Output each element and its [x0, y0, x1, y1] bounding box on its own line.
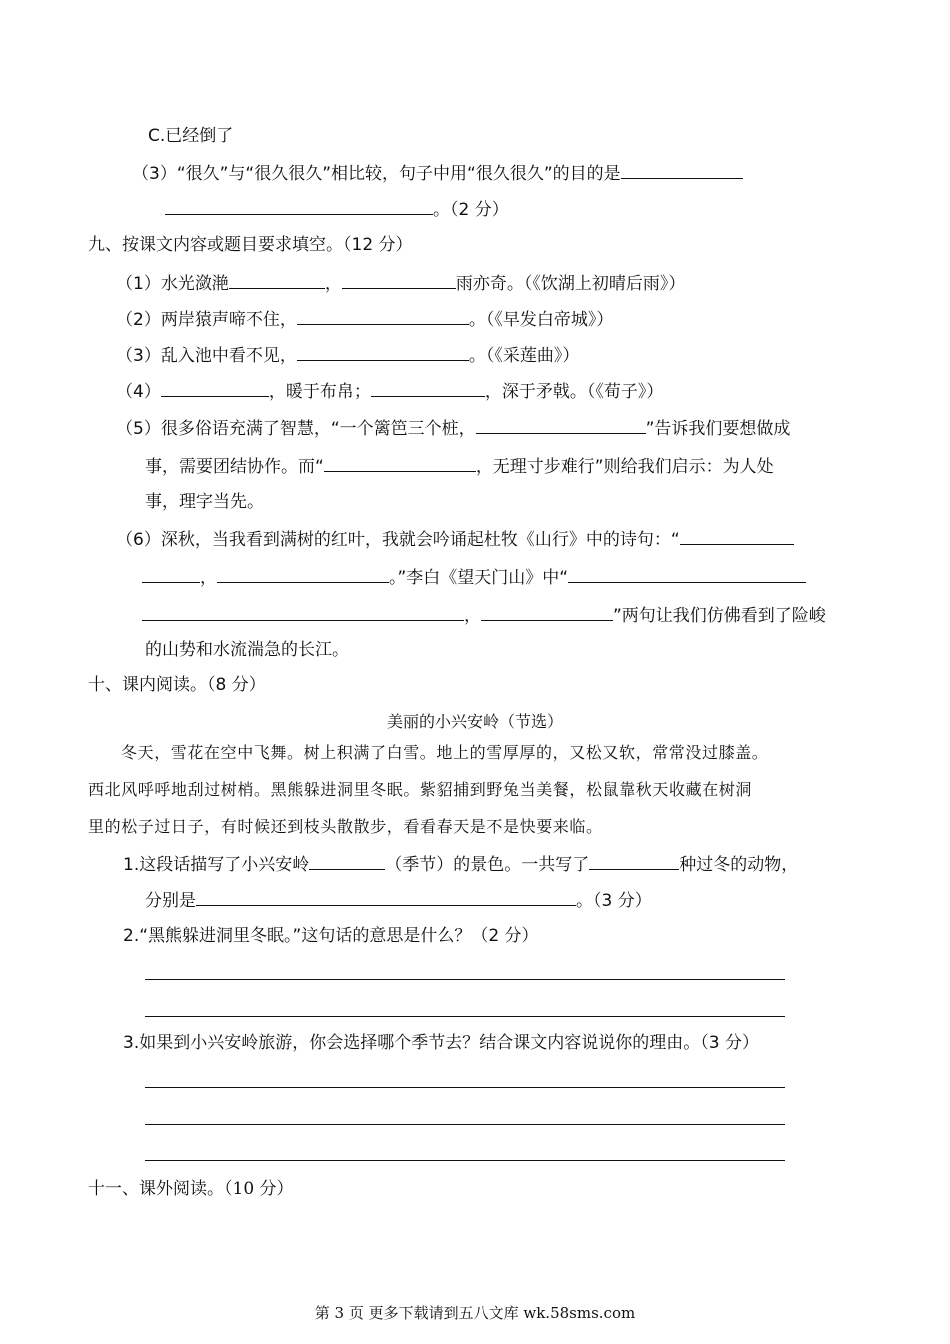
s9-item6-comma: ，	[200, 568, 217, 588]
s9-item5	[116, 415, 790, 441]
answer-blank[interactable]	[324, 453, 476, 472]
reading-q1-score: 。（3 分）	[576, 891, 652, 911]
s9-item4-source: ，深于矛戟。（《荀子》）	[484, 382, 664, 402]
answer-line[interactable]	[145, 1087, 785, 1088]
s9-item5-text-c: 事，需要团结协作。而“	[145, 457, 324, 477]
s9-item3-source: 。（《采莲曲》）	[468, 346, 580, 366]
reading-q3: 3.如果到小兴安岭旅游，你会选择哪个季节去？结合课文内容说说你的理由。（3 分）	[123, 1033, 759, 1053]
answer-blank[interactable]	[481, 602, 613, 621]
s9-item6-cont2	[142, 602, 826, 628]
answer-blank[interactable]	[297, 342, 469, 361]
section9-heading: 九、按课文内容或题目要求填空。（12 分）	[88, 235, 413, 255]
s9-item6	[116, 526, 794, 552]
s9-item1	[116, 270, 685, 296]
passage-line-2: 西北风呼呼地刮过树梢。黑熊躲进洞里冬眠。紫貂捕到野兔当美餐，松鼠靠秋天收藏在树洞	[88, 780, 753, 799]
s9-item6-cont	[142, 564, 806, 590]
answer-blank[interactable]	[342, 270, 456, 289]
answer-blank[interactable]	[297, 306, 469, 325]
s9-item3	[116, 342, 579, 368]
answer-line[interactable]	[145, 1124, 785, 1125]
passage-line-1: 冬天，雪花在空中飞舞。树上积满了白雪。地上的雪厚厚的，又松又软，常常没过膝盖。	[121, 743, 769, 762]
answer-blank[interactable]	[568, 564, 806, 583]
reading-q1-text: 1.这段话描写了小兴安岭	[123, 855, 310, 875]
answer-blank[interactable]	[165, 196, 433, 215]
s9-item2	[116, 306, 613, 332]
s9-item4-text: （4）	[116, 382, 161, 402]
q8-item3-cont	[165, 196, 509, 222]
q8-item3	[132, 160, 743, 186]
answer-blank[interactable]	[309, 851, 385, 870]
reading-q1	[123, 851, 798, 877]
option-c: C.已经倒了	[148, 126, 234, 146]
page-footer: 第 3 页 更多下载请到五八文库 wk.58sms.com	[314, 1304, 636, 1322]
s9-item5-text-d: ，无理寸步难行”则给我们启示：为人处	[475, 457, 774, 477]
s9-item2-text: （2）两岸猿声啼不住，	[116, 310, 297, 330]
answer-blank[interactable]	[589, 851, 679, 870]
s9-item1-comma: ，	[324, 274, 342, 294]
answer-blank[interactable]	[161, 378, 269, 397]
answer-line[interactable]	[145, 1016, 785, 1017]
reading-q2: 2.“黑熊躲进洞里冬眠。”这句话的意思是什么？（2 分）	[123, 926, 539, 946]
section10-heading: 十、课内阅读。（8 分）	[88, 675, 266, 695]
answer-line[interactable]	[145, 979, 785, 980]
s9-item6-comma2: ，	[464, 606, 481, 626]
reading-q1-text-c: 种过冬的动物，	[679, 855, 799, 875]
s9-item5-text: （5）很多俗语充满了智慧，“一个篱笆三个桩，	[116, 419, 476, 439]
section11-heading: 十一、课外阅读。（10 分）	[88, 1179, 294, 1199]
passage-title: 美丽的小兴安岭（节选）	[386, 712, 563, 731]
reading-q1-text-d: 分别是	[145, 891, 196, 911]
s9-item6-text-e: ”两句让我们仿佛看到了险峻	[613, 606, 826, 626]
answer-blank[interactable]	[217, 564, 389, 583]
s9-item2-source: 。（《早发白帝城》）	[468, 310, 614, 330]
answer-blank[interactable]	[371, 378, 485, 397]
s9-item1-text: （1）水光潋滟	[116, 274, 229, 294]
answer-blank[interactable]	[680, 526, 794, 545]
answer-blank[interactable]	[476, 415, 646, 434]
s9-item3-text: （3）乱入池中看不见，	[116, 346, 297, 366]
s9-item5-end: 事，理字当先。	[145, 492, 264, 512]
s9-item4-mid: ，暖于布帛；	[268, 382, 371, 402]
answer-blank[interactable]	[621, 160, 743, 179]
s9-item6-text-c: 。”李白《望天门山》中“	[389, 568, 569, 588]
s9-item1-source: 雨亦奇。（《饮湖上初晴后雨》）	[455, 274, 686, 294]
answer-line[interactable]	[145, 1160, 785, 1161]
s9-item4	[116, 378, 663, 404]
s9-item5-text-b: ”告诉我们要想做成	[645, 419, 791, 439]
reading-q1-text-b: （季节）的景色。一共写了	[385, 855, 590, 875]
answer-blank[interactable]	[196, 887, 576, 906]
q8-item3-text: （3）“很久”与“很久很久”相比较，句子中用“很久很久”的目的是	[132, 164, 621, 184]
s9-item5-cont	[145, 453, 774, 479]
answer-blank[interactable]	[229, 270, 325, 289]
passage-line-3: 里的松子过日子，有时候还到枝头散散步，看看春天是不是快要来临。	[88, 817, 603, 836]
reading-q1-cont	[145, 887, 652, 913]
q8-item3-end: 。（2 分）	[433, 200, 509, 220]
s9-item6-text: （6）深秋，当我看到满树的红叶，我就会吟诵起杜牧《山行》中的诗句：“	[116, 530, 680, 550]
answer-blank[interactable]	[142, 602, 464, 621]
answer-blank[interactable]	[142, 564, 200, 583]
s9-item6-end: 的山势和水流湍急的长江。	[145, 640, 349, 660]
